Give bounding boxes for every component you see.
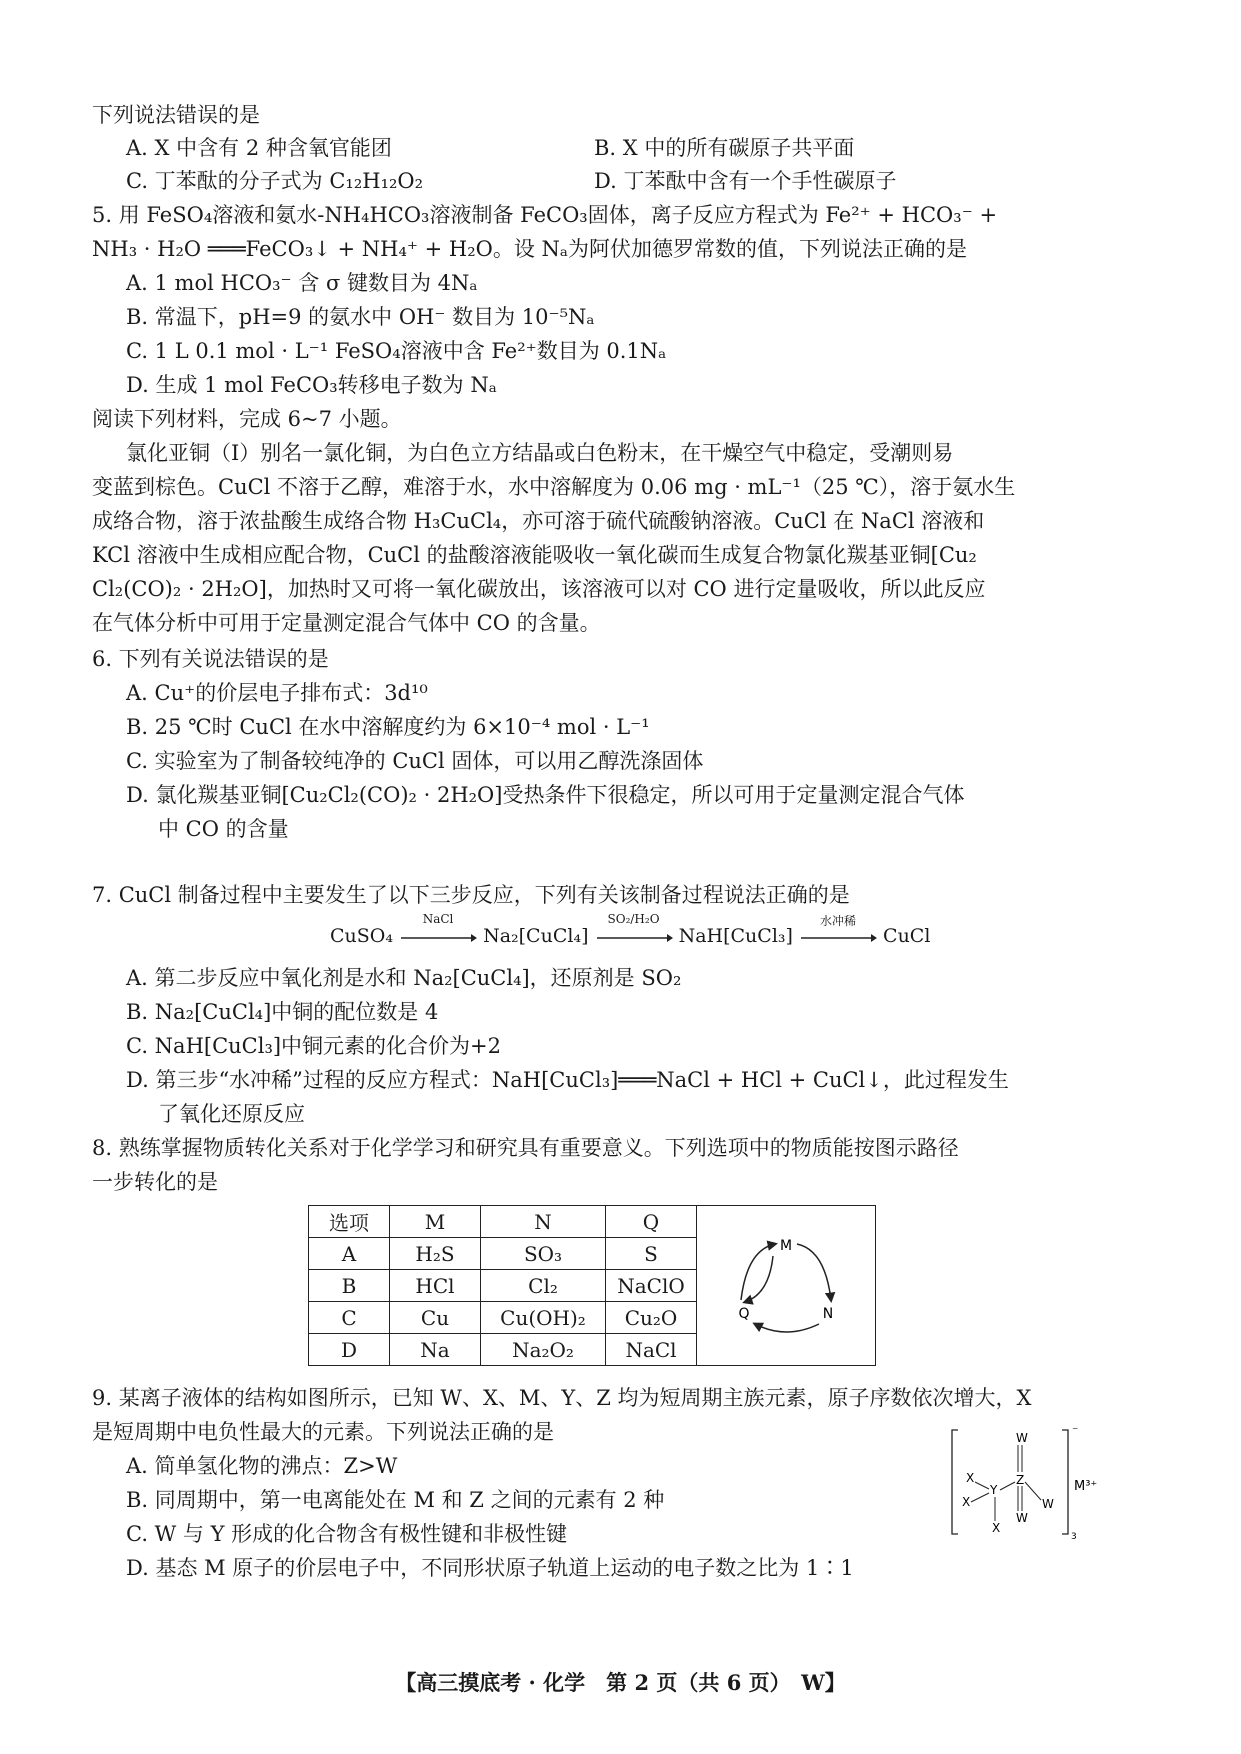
q6-option-a: A. Cu⁺的价层电子排布式：3d¹⁰ [126,681,428,705]
header-m: M [390,1206,481,1238]
q8-stem-line1: 8. 熟练掌握物质转化关系对于化学学习和研究具有重要意义。下列选项中的物质能按图示路径 [92,1136,959,1160]
cell-m: Na [390,1334,481,1366]
header-option: 选项 [309,1206,390,1238]
atom-w2: W [1016,1511,1028,1525]
q5-option-d: D. 生成 1 mol FeCO₃转移电子数为 Nₐ [126,373,497,397]
atom-x1: X [966,1471,975,1485]
cell-m: Cu [390,1302,481,1334]
q7-option-a: A. 第二步反应中氧化剂是水和 Na₂[CuCl₄]，还原剂是 SO₂ [126,966,682,990]
material-line-1: 氯化亚铜（Ⅰ）别名一氯化铜，为白色立方结晶或白色粉末，在干燥空气中稳定，受潮则易 [126,441,954,465]
cell-n: Na₂O₂ [481,1334,606,1366]
cell-q: S [606,1238,697,1270]
q5-option-b: B. 常温下，pH=9 的氨水中 OH⁻ 数目为 10⁻⁵Nₐ [126,305,595,329]
q6-option-c: C. 实验室为了制备较纯净的 CuCl 固体，可以用乙醇洗涤固体 [126,749,704,773]
q4-option-a: A. X 中含有 2 种含氧官能团 [126,136,392,160]
q5-stem-line2: NH₃ · H₂O ═══FeCO₃↓ + NH₄⁺ + H₂O。设 Nₐ为阿伏加德罗常数的值，下列说法正确的是 [92,237,968,261]
q9-stem-line1: 9. 某离子液体的结构如图所示，已知 W、X、M、Y、Z 均为短周期主族元素，原子序数依次增大，X [92,1386,1032,1410]
atom-y: Y [990,1483,998,1497]
bond-y-z [1000,1482,1015,1490]
atom-x2: X [962,1495,971,1509]
q7-option-d-line2: 了氧化还原反应 [158,1102,305,1126]
product-cucl: CuCl [883,925,931,947]
q9-option-b: B. 同周期中，第一电离能处在 M 和 Z 之间的元素有 2 种 [126,1488,665,1512]
table-header-row [309,1206,876,1238]
arrow-label-dilute: 水冲稀 [819,914,856,928]
arrow-label-nacl: NaCl [422,912,454,926]
q5-stem-line1: 5. 用 FeSO₄溶液和氨水-NH₄HCO₃溶液制备 FeCO₃固体，离子反应方程式为 Fe²⁺ + HCO₃⁻ + [92,203,998,227]
cell-q: Cu₂O [606,1302,697,1334]
q7-option-c: C. NaH[CuCl₃]中铜元素的化合价为+2 [126,1034,502,1058]
anion-charge: ⁻ [1072,1423,1079,1437]
material-line-6: 在气体分析中可用于定量测定混合气体中 CO 的含量。 [92,611,601,635]
arrow-label-so2-h2o: SO₂/H₂O [607,912,660,926]
bond-x2-y [971,1493,989,1502]
q5-option-c: C. 1 L 0.1 mol · L⁻¹ FeSO₄溶液中含 Fe²⁺数目为 0.1Nₐ [126,339,667,363]
material-line-4: KCl 溶液中生成相应配合物，CuCl 的盐酸溶液能吸收一氧化碳而生成复合物氯化羰基亚铜[Cu₂ [92,543,977,567]
q6-option-d-line2: 中 CO 的含量 [158,817,289,841]
reaction-arrow-2 [595,912,673,946]
cell-q: NaClO [606,1270,697,1302]
cycle-diagram [697,1208,875,1358]
atom-x3: X [992,1521,1001,1535]
cell-n: Cu(OH)₂ [481,1302,606,1334]
material-line-3: 成络合物，溶于浓盐酸生成络合物 H₃CuCl₄，亦可溶于硫代硫酸钠溶液。CuCl 在 NaCl 溶液和 [92,509,985,533]
cell-m: H₂S [390,1238,481,1270]
q4-option-b: B. X 中的所有碳原子共平面 [594,136,855,160]
cell-n: SO₃ [481,1238,606,1270]
q9-stem-line2: 是短周期中电负性最大的元素。下列说法正确的是 [92,1420,554,1444]
cell-n: Cl₂ [481,1270,606,1302]
atom-z: Z [1016,1473,1025,1487]
intermediate-nahcucl3: NaH[CuCl₃] [678,925,793,947]
intermediate-na2cucl4: Na₂[CuCl₄] [483,925,589,947]
q9-option-d: D. 基态 M 原子的价层电子中，不同形状原子轨道上运动的电子数之比为 1∶1 [126,1556,854,1580]
cell-q: NaCl [606,1334,697,1366]
bond-x1-y [975,1482,989,1489]
cation-label: M³⁺ [1074,1479,1098,1494]
ionic-liquid-structure [950,1420,1150,1545]
anion-subscript: 3 [1071,1532,1077,1542]
cycle-diagram-cell [697,1206,876,1366]
atom-w1: W [1016,1431,1028,1445]
q4-option-c: C. 丁苯酞的分子式为 C₁₂H₁₂O₂ [126,169,424,193]
material-line-5: Cl₂(CO)₂ · 2H₂O]，加热时又可将一氧化碳放出，该溶液可以对 CO 进行定量吸收，所以此反应 [92,577,986,601]
reading-instruction: 阅读下列材料，完成 6~7 小题。 [92,407,402,431]
cell-option: D [309,1334,390,1366]
q6-option-b: B. 25 ℃时 CuCl 在水中溶解度约为 6×10⁻⁴ mol · L⁻¹ [126,715,650,739]
reactant-cuso4: CuSO₄ [330,925,393,947]
diagram-label-m: M [779,1238,793,1254]
q7-option-b: B. Na₂[CuCl₄]中铜的配位数是 4 [126,1000,439,1024]
q5-option-a: A. 1 mol HCO₃⁻ 含 σ 键数目为 4Nₐ [126,271,478,295]
q8-stem-line2: 一步转化的是 [92,1170,218,1194]
cell-option: B [309,1270,390,1302]
arrow-n-to-q [755,1324,819,1332]
reaction-arrow-1 [399,912,477,946]
reaction-scheme [330,912,931,947]
q9-option-c: C. W 与 Y 形成的化合物含有极性键和非极性键 [126,1522,568,1546]
q6-stem: 6. 下列有关说法错误的是 [92,647,329,671]
page-footer: 【高三摸底考 · 化学 第 2 页（共 6 页） W】 [395,1670,846,1695]
diagram-label-q: Q [738,1306,750,1322]
right-bracket [1062,1430,1068,1534]
header-n: N [481,1206,606,1238]
q6-option-d-line1: D. 氯化羰基亚铜[Cu₂Cl₂(CO)₂ · 2H₂O]受热条件下很稳定，所以可用于定量测定混合气体 [126,783,965,807]
header-q: Q [606,1206,697,1238]
cell-option: C [309,1302,390,1334]
q7-stem: 7. CuCl 制备过程中主要发生了以下三步反应，下列有关该制备过程说法正确的是 [92,883,850,907]
q8-options-table [308,1205,876,1366]
q7-option-d-line1: D. 第三步“水冲稀”过程的反应方程式：NaH[CuCl₃]═══NaCl + HCl + CuCl↓，此过程发生 [126,1068,1009,1092]
reaction-arrow-3 [799,914,877,946]
bond-z-w3 [1025,1482,1041,1500]
q4-option-d: D. 丁苯酞中含有一个手性碳原子 [594,169,897,193]
atom-w3: W [1042,1497,1054,1511]
left-bracket [952,1430,958,1534]
arrow-q-to-m-2 [745,1256,773,1302]
q4-prompt: 下列说法错误的是 [92,103,260,127]
diagram-label-n: N [822,1306,834,1322]
q9-option-a: A. 简单氢化物的沸点：Z>W [126,1454,398,1478]
material-line-2: 变蓝到棕色。CuCl 不溶于乙醇，难溶于水，水中溶解度为 0.06 mg · mL⁻¹（25 ℃），溶于氨水生 [92,475,1016,499]
cell-m: HCl [390,1270,481,1302]
arrow-m-to-n [797,1244,831,1300]
cell-option: A [309,1238,390,1270]
